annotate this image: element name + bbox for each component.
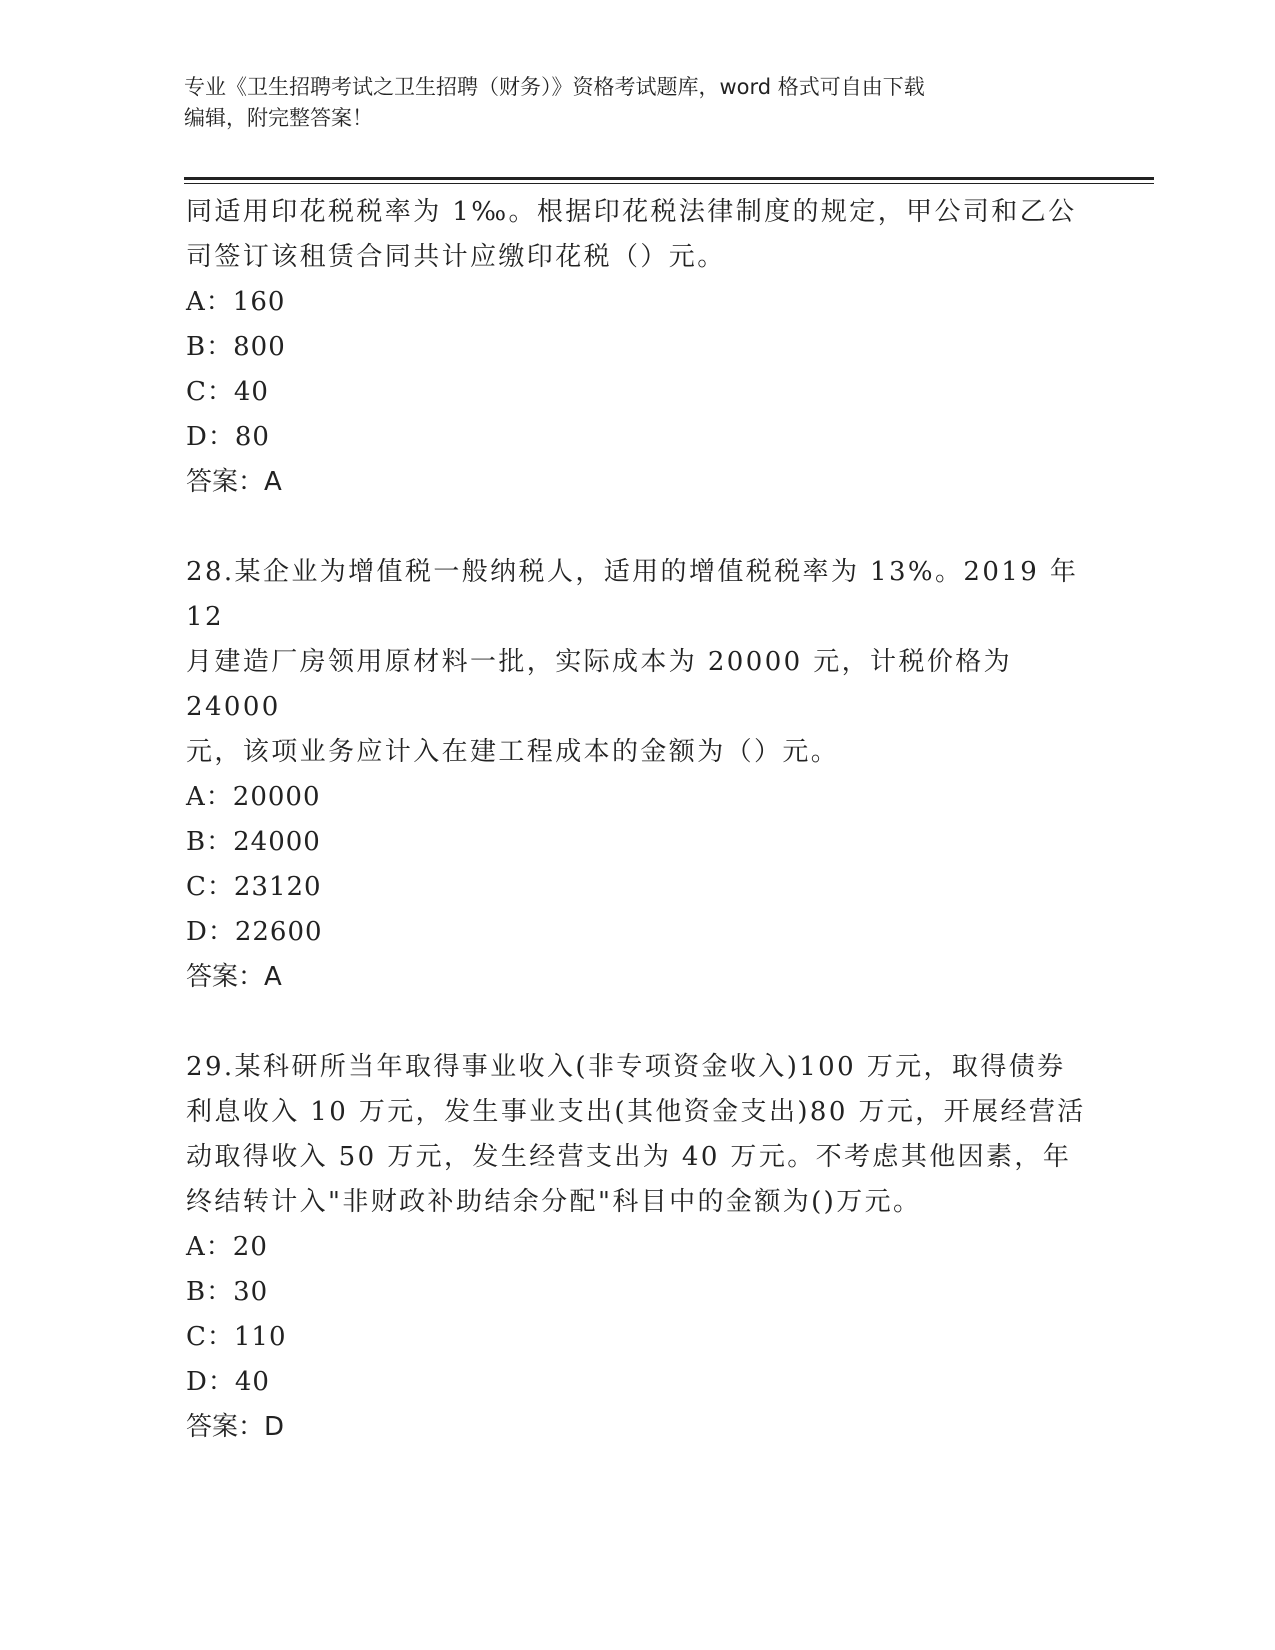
spacer xyxy=(186,505,1086,550)
question-list xyxy=(186,190,1086,1450)
question-text-line: 终结转计入"非财政补助结余分配"科目中的金额为()万元。 xyxy=(186,1187,922,1217)
question-28 xyxy=(186,550,1086,1000)
question-text-line: 28.某企业为增值税一般纳税人，适用的增值税税率为 13%。2019 年 12 xyxy=(186,557,1079,632)
header-line-1: 专业《卫生招聘考试之卫生招聘（财务）》资格考试题库，word 格式可自由下载 xyxy=(184,75,925,99)
question-29 xyxy=(186,1045,1086,1450)
question-text-line: 月建造厂房领用原材料一批，实际成本为 20000 元，计税价格为 24000 xyxy=(186,647,1013,722)
option-a: A：20000 xyxy=(186,782,321,812)
question-text-line: 利息收入 10 万元，发生事业支出(其他资金支出)80 万元，开展经营活 xyxy=(186,1097,1086,1127)
header-divider-thick xyxy=(184,177,1154,180)
question-27-continued xyxy=(186,190,1086,505)
question-text-line: 元，该项业务应计入在建工程成本的金额为（）元。 xyxy=(186,737,840,767)
document-header xyxy=(184,72,1084,134)
question-text-line: 司签订该租赁合同共计应缴印花税（）元。 xyxy=(186,242,726,272)
option-b: B：800 xyxy=(186,332,286,362)
option-d: D：80 xyxy=(186,422,270,452)
option-b: B：24000 xyxy=(186,827,321,857)
answer: 答案：D xyxy=(186,1412,285,1442)
option-d: D：40 xyxy=(186,1367,270,1397)
answer: 答案：A xyxy=(186,467,282,497)
option-c: C：40 xyxy=(186,377,269,407)
question-text-line: 同适用印花税税率为 1‰。根据印花税法律制度的规定，甲公司和乙公 xyxy=(186,197,1077,227)
spacer xyxy=(186,1000,1086,1045)
question-text-line: 动取得收入 50 万元，发生经营支出为 40 万元。不考虑其他因素，年 xyxy=(186,1142,1072,1172)
question-text-line: 29.某科研所当年取得事业收入(非专项资金收入)100 万元，取得债券 xyxy=(186,1052,1066,1082)
option-a: A：20 xyxy=(186,1232,268,1262)
option-d: D：22600 xyxy=(186,917,323,947)
option-c: C：23120 xyxy=(186,872,322,902)
header-divider-thin xyxy=(184,183,1154,184)
option-b: B：30 xyxy=(186,1277,269,1307)
option-a: A：160 xyxy=(186,287,286,317)
answer: 答案：A xyxy=(186,962,282,992)
header-line-2: 编辑，附完整答案！ xyxy=(184,106,373,130)
option-c: C：110 xyxy=(186,1322,287,1352)
